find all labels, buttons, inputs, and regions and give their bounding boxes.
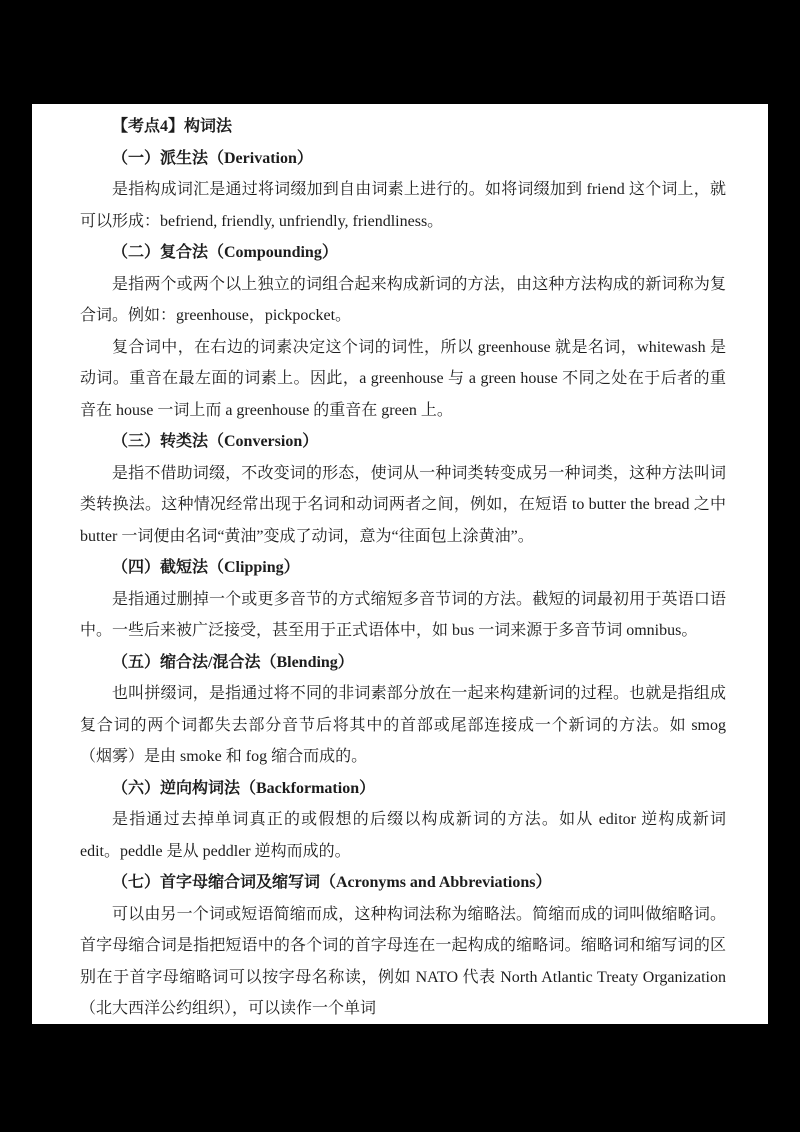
section-5-paragraph-1: 也叫拼缀词，是指通过将不同的非词素部分放在一起来构建新词的过程。也就是指组成复合词的两个词都失去部分音节后将其中的首部或尾部连接成一个新词的方法。如 smog（烟雾）是由 smoke 和 fog 缩合而成的。 <box>80 685 726 765</box>
section-4-paragraph-1: 是指通过删掉一个或更多音节的方式缩短多音节词的方法。截短的词最初用于英语口语中。一些后来被广泛接受，甚至用于正式语体中，如 bus 一词来源于多音节词 omnibus。 <box>80 590 726 639</box>
page-title: 【考点4】构词法 <box>112 118 233 135</box>
section-heading-3: （三）转类法（Conversion） <box>112 433 319 450</box>
section-heading-2: （二）复合法（Compounding） <box>112 244 338 261</box>
section-1-paragraph-1: 是指构成词汇是通过将词缀加到自由词素上进行的。如将词缀加到 friend 这个词上，就可以形成：befriend, friendly, unfriendly, friendliness。 <box>80 181 726 230</box>
section-6-paragraph-1: 是指通过去掉单词真正的或假想的后缀以构成新词的方法。如从 editor 逆构成新词 edit。peddle 是从 peddler 逆构而成的。 <box>80 811 726 860</box>
section-2-paragraph-2: 复合词中，在右边的词素决定这个词的词性，所以 greenhouse 就是名词，whitewash 是动词。重音在最左面的词素上。因此，a greenhouse 与 a green house 不同之处在于后者的重音在 house 一词上而 a greenhouse 的重音在 green 上。 <box>80 338 726 419</box>
section-heading-4: （四）截短法（Clipping） <box>112 559 300 576</box>
section-3-paragraph-1: 是指不借助词缀，不改变词的形态，使词从一种词类转变成另一种词类，这种方法叫词类转换法。这种情况经常出现于名词和动词两者之间，例如，在短语 to butter the bread 之中 butter 一词便由名词“黄油”变成了动词，意为“往面包上涂黄油”。 <box>80 464 726 545</box>
document-page <box>32 104 768 1024</box>
section-heading-1: （一）派生法（Derivation） <box>112 149 313 167</box>
section-7-paragraph-1: 可以由另一个词或短语简缩而成，这种构词法称为缩略法。简缩而成的词叫做缩略词。首字母缩合词是指把短语中的各个词的首字母连在一起构成的缩略词。缩略词和缩写词的区别在于首字母缩略词可以按字母名称读，例如 NATO 代表 North Atlantic Treaty Organization（北大西洋公约组织），可以读作一个单词 <box>80 905 726 1017</box>
section-heading-6: （六）逆向构词法（Backformation） <box>112 779 376 797</box>
section-heading-5: （五）缩合法/混合法（Blending） <box>112 653 354 671</box>
section-2-paragraph-1: 是指两个或两个以上独立的词组合起来构成新词的方法，由这种方法构成的新词称为复合词。例如：greenhouse，pickpocket。 <box>80 275 726 324</box>
section-heading-7: （七）首字母缩合词及缩写词（Acronyms and Abbreviations） <box>112 874 552 891</box>
page-content <box>80 111 726 1025</box>
